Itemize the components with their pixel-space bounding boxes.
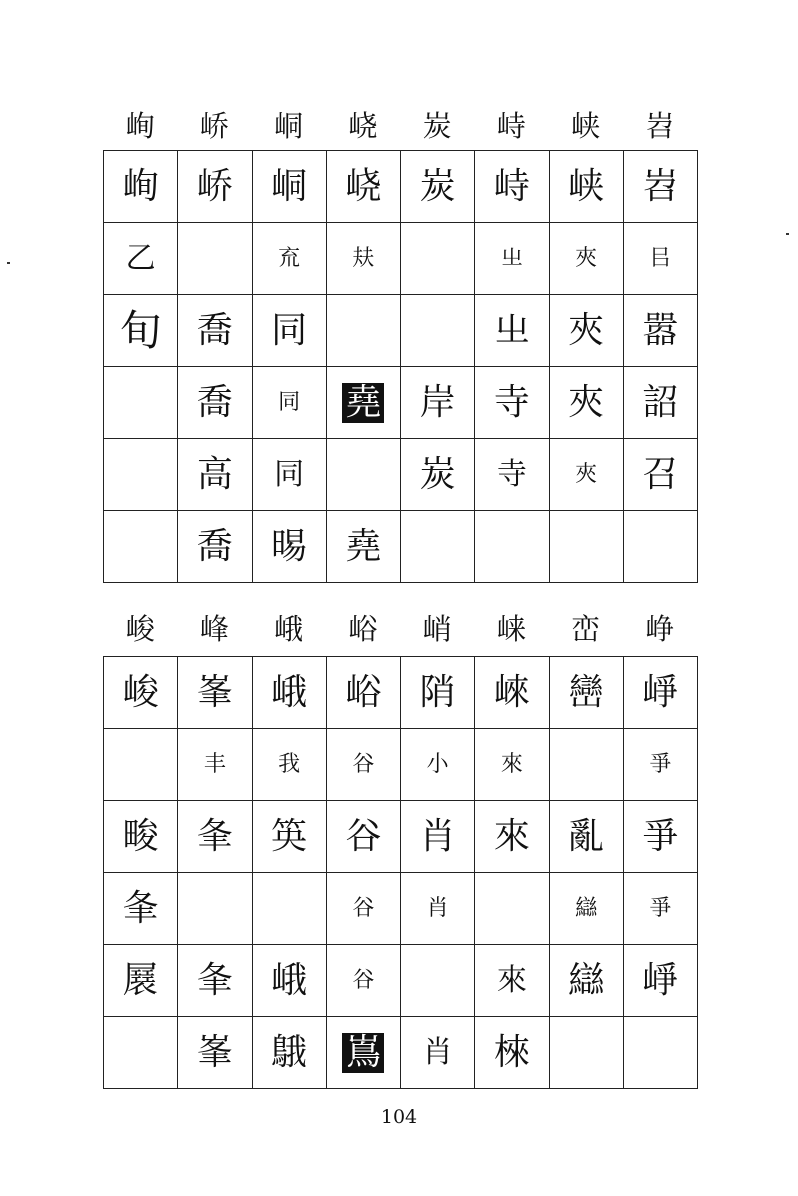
- glyph-form: 夆: [196, 815, 233, 857]
- table-cell: [475, 801, 549, 873]
- glyph-form: 畯: [122, 815, 159, 857]
- table-cell: [253, 223, 327, 295]
- glyph-form: 同: [271, 309, 308, 351]
- glyph-form: 峻: [122, 671, 159, 713]
- header-char: 峻: [125, 611, 155, 646]
- table-cell: [550, 945, 624, 1017]
- glyph-form: 爭: [642, 815, 679, 857]
- table-cell: [178, 439, 252, 511]
- glyph-form: 峨: [271, 959, 308, 1001]
- glyph-form: 夾: [568, 309, 605, 351]
- header-char: 峨: [274, 611, 304, 646]
- table-cell: [327, 873, 401, 945]
- table-cell: [624, 223, 698, 295]
- glyph-form: 谷: [352, 895, 375, 921]
- table-cell: [475, 657, 549, 729]
- table-cell: [178, 945, 252, 1017]
- table-cell: [475, 511, 549, 583]
- glyph-form: 峣: [345, 165, 382, 207]
- table-cell: [401, 439, 475, 511]
- table-cell: [178, 511, 252, 583]
- table-cell: [253, 657, 327, 729]
- glyph-form: 同: [278, 389, 301, 415]
- glyph-form: 丰: [203, 751, 226, 777]
- glyph-form: 谷: [345, 815, 382, 857]
- table-cell: [550, 439, 624, 511]
- table-cell: [253, 511, 327, 583]
- header-char: 峪: [348, 611, 378, 646]
- header-char: 峣: [348, 108, 378, 143]
- header-char: 峭: [422, 611, 452, 646]
- table-cell: [327, 295, 401, 367]
- glyph-form: 高: [196, 453, 233, 495]
- table-cell: [327, 1017, 401, 1089]
- table-cell: [624, 873, 698, 945]
- glyph-form: 峒: [271, 165, 308, 207]
- glyph-form: 召: [642, 453, 679, 495]
- glyph-form: 崢: [642, 671, 679, 713]
- scan-speck: [7, 262, 10, 264]
- table-cell: [253, 945, 327, 1017]
- table-cell: [475, 367, 549, 439]
- glyph-form: 肖: [422, 1034, 453, 1070]
- glyph-form: 㞢: [493, 309, 530, 351]
- section1-header-row: [103, 106, 697, 146]
- table-cell: [401, 873, 475, 945]
- table-cell: [178, 367, 252, 439]
- table-cell: [401, 801, 475, 873]
- glyph-form: 峙: [493, 165, 530, 207]
- glyph-form: 峪: [345, 671, 382, 713]
- table-cell: [475, 295, 549, 367]
- table-cell: [327, 223, 401, 295]
- table-cell: [327, 367, 401, 439]
- table-cell: [401, 657, 475, 729]
- table-cell: [178, 657, 252, 729]
- header-char: 峰: [199, 611, 229, 646]
- glyph-form: 肖: [419, 815, 456, 857]
- table-cell: [624, 945, 698, 1017]
- table-cell: [550, 223, 624, 295]
- table-cell: [624, 295, 698, 367]
- table-cell: [624, 729, 698, 801]
- table-cell: [178, 873, 252, 945]
- table-cell: [624, 657, 698, 729]
- table-cell: [104, 801, 178, 873]
- table-cell: [401, 295, 475, 367]
- table-cell: [178, 729, 252, 801]
- table-cell: [327, 439, 401, 511]
- table-cell: [401, 367, 475, 439]
- glyph-form: 谷: [352, 967, 375, 993]
- glyph-form: 㚘: [352, 245, 375, 271]
- glyph-form: 炭: [419, 165, 456, 207]
- table-cell: [550, 511, 624, 583]
- glyph-form: 爭: [649, 895, 672, 921]
- table-cell: [104, 511, 178, 583]
- header-char: 岧: [645, 108, 675, 143]
- header-char: 炭: [422, 108, 452, 143]
- table-cell: [475, 873, 549, 945]
- glyph-form: 陗: [419, 671, 456, 713]
- table-cell: [327, 729, 401, 801]
- glyph-form: 崍: [493, 671, 530, 713]
- glyph-form: 堯: [342, 383, 384, 423]
- table-cell: [253, 1017, 327, 1089]
- table-cell: [401, 945, 475, 1017]
- table-cell: [475, 1017, 549, 1089]
- table-cell: [104, 367, 178, 439]
- glyph-form: 來: [500, 751, 523, 777]
- table-cell: [550, 657, 624, 729]
- table-cell: [253, 801, 327, 873]
- glyph-form: 嚣: [642, 309, 679, 351]
- table-cell: [550, 801, 624, 873]
- glyph-form: 㠯: [649, 245, 672, 271]
- glyph-form: 㞡: [122, 959, 159, 1001]
- table-cell: [401, 729, 475, 801]
- table-cell: [401, 151, 475, 223]
- glyph-form: 肖: [426, 895, 449, 921]
- glyph-form: 峯: [196, 1031, 233, 1073]
- glyph-form: 夾: [568, 381, 605, 423]
- table-cell: [104, 295, 178, 367]
- glyph-form: 峨: [271, 671, 308, 713]
- table-cell: [550, 729, 624, 801]
- glyph-form: 堯: [345, 525, 382, 567]
- table-cell: [550, 295, 624, 367]
- table-cell: [104, 223, 178, 295]
- section2-glyph-table: [103, 656, 698, 1089]
- table-cell: [327, 511, 401, 583]
- glyph-form: 旬: [119, 305, 162, 355]
- table-cell: [550, 1017, 624, 1089]
- glyph-form: 䇦: [271, 815, 308, 857]
- table-cell: [253, 295, 327, 367]
- glyph-form: 岸: [419, 381, 456, 423]
- glyph-form: 小: [426, 751, 449, 777]
- table-cell: [475, 945, 549, 1017]
- glyph-form: 䳘: [271, 1031, 308, 1073]
- glyph-form: 爭: [649, 751, 672, 777]
- table-cell: [253, 151, 327, 223]
- glyph-form: 巒: [568, 671, 605, 713]
- glyph-form: 寺: [496, 456, 527, 492]
- glyph-form: 峡: [568, 165, 605, 207]
- table-cell: [550, 873, 624, 945]
- glyph-form: 寺: [493, 381, 530, 423]
- section2-header-row: [103, 609, 697, 649]
- header-char: 峡: [571, 108, 601, 143]
- header-char: 峋: [125, 108, 155, 143]
- table-cell: [104, 439, 178, 511]
- table-cell: [104, 729, 178, 801]
- table-cell: [104, 657, 178, 729]
- header-char: 峤: [199, 108, 229, 143]
- glyph-form: 夆: [122, 887, 159, 929]
- glyph-form: 峋: [122, 165, 159, 207]
- header-char: 峥: [645, 611, 675, 646]
- glyph-form: 峤: [196, 165, 233, 207]
- table-cell: [475, 439, 549, 511]
- table-cell: [253, 873, 327, 945]
- glyph-form: 䜌: [575, 895, 598, 921]
- glyph-form: 岧: [642, 165, 679, 207]
- glyph-form: 來: [493, 815, 530, 857]
- table-cell: [624, 1017, 698, 1089]
- header-char: 峙: [496, 108, 526, 143]
- glyph-form: 喬: [196, 381, 233, 423]
- glyph-form: 亂: [568, 815, 605, 857]
- table-cell: [550, 151, 624, 223]
- table-cell: [401, 223, 475, 295]
- table-cell: [178, 223, 252, 295]
- table-cell: [401, 1017, 475, 1089]
- table-cell: [624, 511, 698, 583]
- table-cell: [253, 729, 327, 801]
- glyph-form: 我: [278, 751, 301, 777]
- glyph-form: 喬: [196, 309, 233, 351]
- table-cell: [104, 873, 178, 945]
- table-cell: [178, 801, 252, 873]
- glyph-form: 喬: [196, 525, 233, 567]
- table-cell: [178, 151, 252, 223]
- table-cell: [178, 295, 252, 367]
- glyph-form: 夾: [575, 461, 598, 487]
- header-char: 峦: [571, 611, 601, 646]
- glyph-form: 夾: [575, 245, 598, 271]
- glyph-form: 晹: [271, 525, 308, 567]
- section1-glyph-table: [103, 150, 698, 583]
- page-number: 104: [380, 1106, 418, 1128]
- glyph-form: 谷: [352, 751, 375, 777]
- table-cell: [624, 151, 698, 223]
- glyph-form: 峯: [196, 671, 233, 713]
- table-cell: [104, 151, 178, 223]
- glyph-form: 崢: [642, 959, 679, 1001]
- glyph-form: 㞢: [500, 245, 523, 271]
- glyph-form: 嶌: [342, 1033, 384, 1073]
- table-cell: [104, 945, 178, 1017]
- table-cell: [327, 945, 401, 1017]
- glyph-form: 䜌: [568, 959, 605, 1001]
- glyph-form: 詔: [642, 381, 679, 423]
- glyph-form: 棶: [493, 1031, 530, 1073]
- glyph-form: 同: [274, 456, 305, 492]
- table-cell: [401, 511, 475, 583]
- table-cell: [327, 801, 401, 873]
- table-cell: [178, 1017, 252, 1089]
- table-cell: [550, 367, 624, 439]
- table-cell: [475, 729, 549, 801]
- table-cell: [104, 1017, 178, 1089]
- table-cell: [253, 367, 327, 439]
- scan-speck: [786, 233, 789, 235]
- table-cell: [475, 151, 549, 223]
- table-cell: [624, 439, 698, 511]
- glyph-form: 夆: [196, 959, 233, 1001]
- table-cell: [475, 223, 549, 295]
- table-cell: [327, 151, 401, 223]
- table-cell: [327, 657, 401, 729]
- glyph-form: 㐬: [278, 245, 301, 271]
- header-char: 崃: [496, 611, 526, 646]
- table-cell: [624, 367, 698, 439]
- table-cell: [624, 801, 698, 873]
- glyph-form: 炭: [419, 453, 456, 495]
- header-char: 峒: [274, 108, 304, 143]
- glyph-form: 來: [496, 962, 527, 998]
- table-cell: [253, 439, 327, 511]
- glyph-form: 乙: [125, 240, 156, 276]
